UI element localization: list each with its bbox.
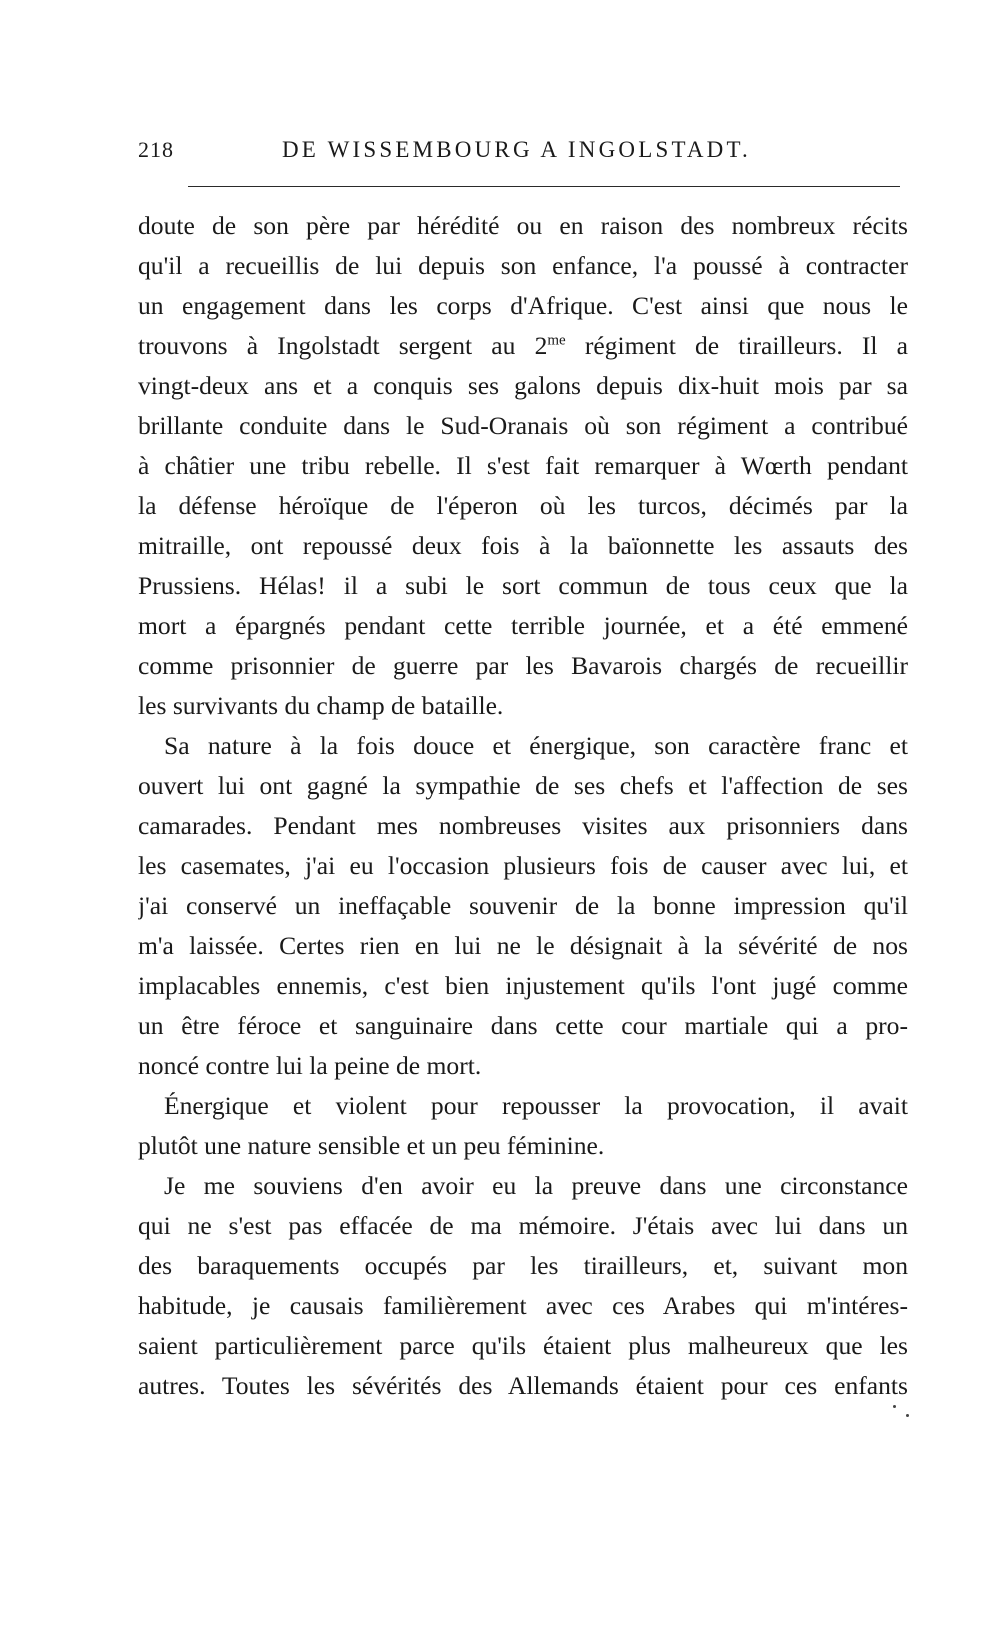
text-line: mort a épargnés pendant cette terrible journée, et a été emmené (138, 611, 908, 640)
text-line: saient particulièrement parce qu'ils étaient plus malheureux que les (138, 1331, 908, 1360)
text-line: implacables ennemis, c'est bien injustement qu'ils l'ont jugé comme (138, 971, 908, 1000)
text-line: un engagement dans les corps d'Afrique. C'est ainsi que nous le (138, 291, 908, 320)
text-line: camarades. Pendant mes nombreuses visites aux prisonniers dans (138, 811, 908, 840)
text-line: la défense héroïque de l'éperon où les turcos, décimés par la (138, 491, 908, 520)
text-line: plutôt une nature sensible et un peu féminine. (138, 1131, 605, 1160)
text-line: autres. Toutes les sévérités des Allemands étaient pour ces enfants (138, 1371, 908, 1400)
text-line: brillante conduite dans le Sud-Oranais où son régiment a contribué (138, 411, 908, 440)
text-line: Prussiens. Hélas! il a subi le sort commun de tous ceux que la (138, 571, 908, 600)
text-line: doute de son père par hérédité ou en raison des nombreux récits (138, 211, 908, 240)
text-line: ouvert lui ont gagné la sympathie de ses chefs et l'affection de ses (138, 771, 908, 800)
header-rule (188, 186, 900, 187)
text-line: Énergique et violent pour repousser la provocation, il avait (164, 1091, 908, 1120)
text-line: vingt-deux ans et a conquis ses galons depuis dix-huit mois par sa (138, 371, 908, 400)
running-title: DE WISSEMBOURG A INGOLSTADT. (282, 137, 751, 162)
running-head (138, 132, 908, 168)
page-number: 218 (138, 137, 174, 162)
text-line: Sa nature à la fois douce et énergique, son caractère franc et (164, 731, 908, 760)
ordinal-superscript: me (547, 332, 566, 349)
text-line: qu'il a recueillis de lui depuis son enfance, l'a poussé à contracter (138, 251, 908, 280)
print-speck (893, 1405, 896, 1408)
text-line: noncé contre lui la peine de mort. (138, 1051, 482, 1080)
print-speck (906, 1414, 909, 1417)
body-text (138, 206, 908, 1406)
text-line: qui ne s'est pas effacée de ma mémoire. J'étais avec lui dans un (138, 1211, 908, 1240)
text-line: à châtier une tribu rebelle. Il s'est fait remarquer à Wœrth pendant (138, 451, 908, 480)
text-line: m'a laissée. Certes rien en lui ne le désignait à la sévérité de nos (138, 931, 908, 960)
text-line: Je me souviens d'en avoir eu la preuve dans une circonstance (164, 1171, 908, 1200)
text-line: j'ai conservé un ineffaçable souvenir de la bonne impression qu'il (138, 891, 908, 920)
text-line: trouvons à Ingolstadt sergent au $2^{me}$ régiment de tirailleurs. Il a (138, 331, 908, 360)
text-line: les casemates, j'ai eu l'occasion plusieurs fois de causer avec lui, et (138, 851, 908, 880)
text-line: un être féroce et sanguinaire dans cette cour martiale qui a pro- (138, 1011, 908, 1040)
text-line: comme prisonnier de guerre par les Bavarois chargés de recueillir (138, 651, 908, 680)
text-line: les survivants du champ de bataille. (138, 691, 504, 720)
text-line: habitude, je causais familièrement avec ces Arabes qui m'intéres- (138, 1291, 908, 1320)
text-line: mitraille, ont repoussé deux fois à la baïonnette les assauts des (138, 531, 908, 560)
text-line: des baraquements occupés par les tirailleurs, et, suivant mon (138, 1251, 908, 1280)
